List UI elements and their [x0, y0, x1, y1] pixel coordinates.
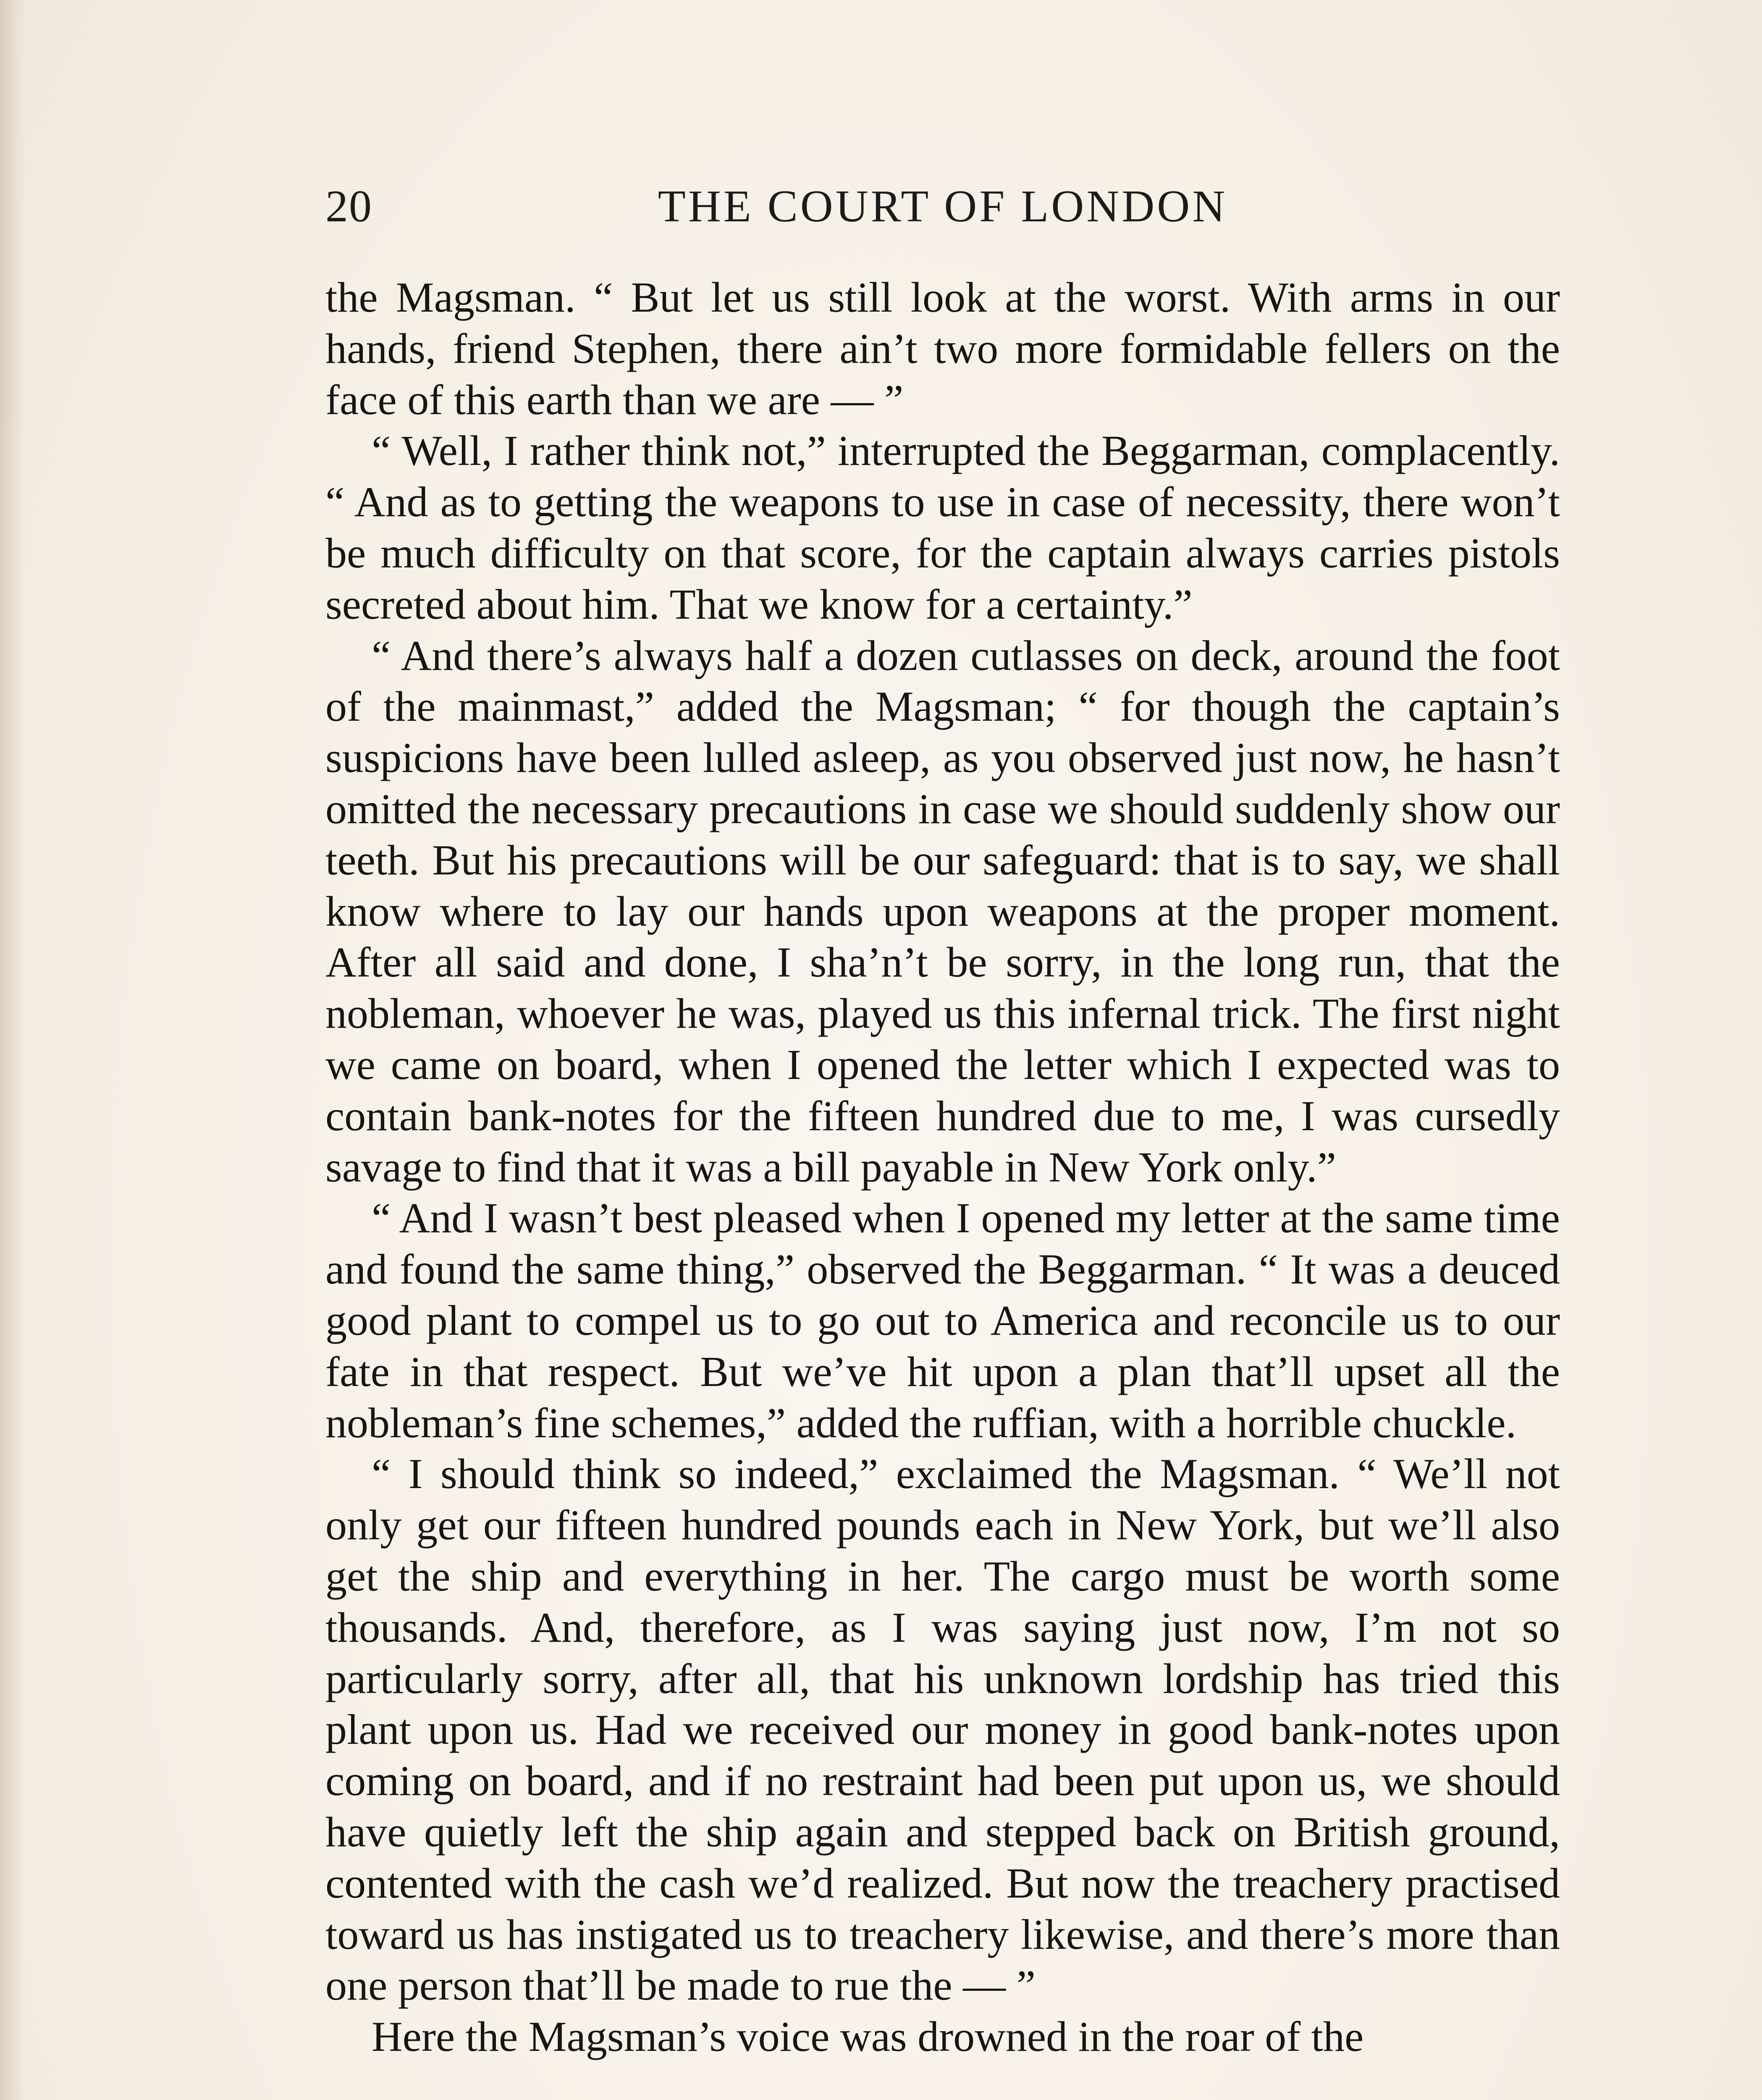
- paragraph: “ And I wasn’t best pleased when I opened my letter at the same time and found the same thing,” observed the Beggarman. “ It was a deuced good plant to compel us to go out to America and reconcile us to our fate in that respect. But we’ve hit upon a plan that’ll upset all the nobleman’s fine schemes,” added the ruffian, with a horrible chuckle.: [325, 1194, 1560, 1447]
- page-number: 20: [325, 181, 372, 231]
- body-text: [325, 272, 1560, 2063]
- paragraph: Here the Magsman’s voice was drowned in the roar of the: [372, 2013, 1364, 2061]
- running-title: THE COURT OF LONDON: [658, 181, 1228, 231]
- paragraph: the Magsman. “ But let us still look at the worst. With arms in our hands, friend Stephen, there ain’t two more formidable fellers on the face of this earth than we are — ”: [325, 274, 1560, 424]
- page-gutter-shadow: [0, 0, 25, 2100]
- paragraph: “ I should think so indeed,” exclaimed the Magsman. “ We’ll not only get our fifteen hundred pounds each in New York, but we’ll also get the ship and everything in her. The cargo must be worth some thousands. And, therefore, as I was saying just now, I’m not so particularly sorry, after all, that his unknown lordship has tried this plant upon us. Had we received our money in good bank-notes upon coming on board, and if no restraint had been put upon us, we should have quietly left the ship again and stepped back on British ground, contented with the cash we’d realized. But now the treachery practised toward us has instigated us to treachery likewise, and there’s more than one person that’ll be made to rue the — ”: [325, 1450, 1560, 2010]
- page-header: [325, 181, 1560, 244]
- paragraph: “ Well, I rather think not,” interrupted the Beggarman, complacently. “ And as to getting the weapons to use in case of necessity, there won’t be much difficulty on that score, for the captain always carries pistols secreted about him. That we know for a certainty.”: [325, 427, 1560, 628]
- paragraph: “ And there’s always half a dozen cutlasses on deck, around the foot of the mainmast,” added the Magsman; “ for though the captain’s suspicions have been lulled asleep, as you observed just now, he hasn’t omitted the necessary precautions in case we should suddenly show our teeth. But his precautions will be our safeguard: that is to say, we shall know where to lay our hands upon weapons at the proper moment. After all said and done, I sha’n’t be sorry, in the long run, that the nobleman, whoever he was, played us this infernal trick. The first night we came on board, when I opened the letter which I expected was to contain bank-notes for the fifteen hundred due to me, I was cursedly savage to find that it was a bill payable in New York only.”: [325, 632, 1560, 1191]
